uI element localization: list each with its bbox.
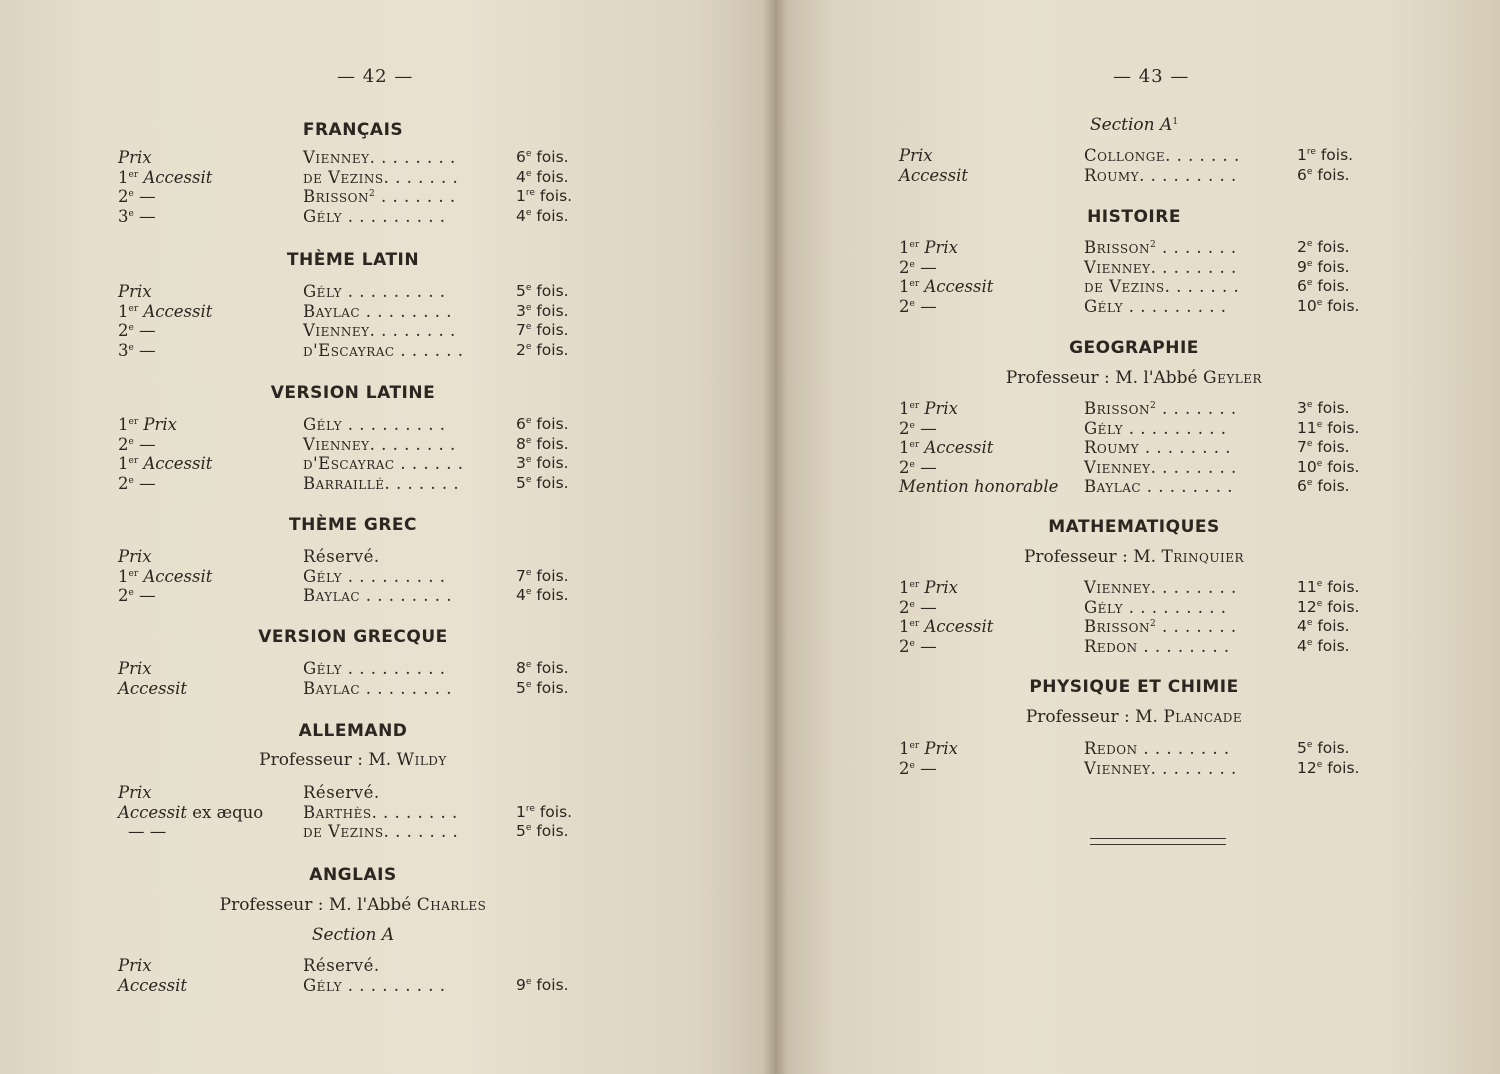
- times-cell: 4e fois.: [516, 167, 569, 186]
- heading-version-grecque: VERSION GRECQUE: [258, 627, 448, 647]
- rank-cell: 2e —: [899, 257, 937, 277]
- rank-cell: 2e —: [899, 457, 937, 477]
- rank-cell: 2e —: [118, 187, 156, 206]
- rank-cell: 1er Prix: [899, 739, 958, 758]
- name-cell: Vienney. . . . . . . .: [1084, 257, 1237, 277]
- times-cell: 1re fois.: [516, 187, 573, 205]
- rank-cell: Prix: [118, 783, 152, 802]
- heading-anglais: ANGLAIS: [309, 865, 397, 885]
- times-cell: 4e fois.: [1297, 617, 1350, 635]
- histoire-table: [899, 238, 1369, 316]
- table-row: [118, 302, 588, 322]
- rank-cell: 1er Accessit: [118, 301, 213, 321]
- times-cell: 3e fois.: [516, 454, 569, 472]
- rank-cell: 1er Prix: [118, 415, 177, 434]
- closing-double-rule: [1090, 838, 1226, 845]
- name-cell: Collonge. . . . . . .: [1084, 146, 1240, 165]
- times-cell: 5e fois.: [516, 678, 569, 697]
- name-cell: de Vezins. . . . . . .: [303, 822, 459, 841]
- table-row: [899, 759, 1369, 779]
- physique-chimie-table: [899, 739, 1369, 778]
- name-cell: de Vezins. . . . . . .: [303, 167, 459, 187]
- times-cell: 1re fois.: [1297, 146, 1354, 164]
- rank-cell: 2e —: [118, 586, 156, 605]
- rank-cell: 2e —: [899, 758, 937, 778]
- times-cell: 5e fois.: [1297, 739, 1350, 757]
- name-cell: Barraillé. . . . . . .: [303, 473, 460, 493]
- table-row: [899, 277, 1369, 297]
- name-cell: Barthès. . . . . . . .: [303, 802, 458, 822]
- rank-cell: Accessit: [118, 975, 188, 995]
- name-cell: Baylac . . . . . . . .: [1084, 477, 1233, 496]
- times-cell: 5e fois.: [516, 473, 569, 492]
- rank-cell: 2e —: [899, 597, 937, 617]
- name-cell: Gély . . . . . . . . .: [303, 415, 446, 434]
- rank-cell: 1er Prix: [899, 399, 958, 418]
- times-cell: 5e fois.: [516, 282, 569, 300]
- rank-cell: 3e —: [118, 340, 156, 360]
- right-page: [775, 0, 1500, 1074]
- times-cell: 10e fois.: [1297, 457, 1360, 476]
- page-number-42: — 42 —: [337, 66, 414, 87]
- table-row: [118, 803, 588, 823]
- rank-cell: — —: [128, 822, 167, 841]
- times-cell: 6e fois.: [1297, 477, 1350, 495]
- heading-theme-latin: THÈME LATIN: [286, 250, 420, 270]
- times-cell: 4e fois.: [516, 586, 569, 604]
- rank-cell: Accessit: [118, 678, 188, 698]
- page-number-43: — 43 —: [1113, 66, 1190, 87]
- times-cell: 3e fois.: [1297, 399, 1350, 417]
- section-a1-table: [899, 146, 1369, 185]
- times-cell: 6e fois.: [1297, 165, 1350, 184]
- francais-table: [118, 148, 588, 226]
- times-cell: 9e fois.: [516, 975, 569, 994]
- table-row: [899, 238, 1369, 258]
- name-cell: Gély . . . . . . . . .: [1084, 418, 1227, 438]
- geographie-table: [899, 399, 1369, 497]
- name-cell: Gély . . . . . . . . .: [303, 975, 446, 995]
- rank-cell: 1er Accessit: [118, 454, 213, 473]
- name-cell: Brisson$^2$ . . . . . . .: [1084, 399, 1237, 418]
- table-row: [899, 477, 1369, 497]
- times-cell: 8e fois.: [516, 659, 569, 677]
- rank-cell: Prix: [118, 956, 152, 975]
- table-row: [118, 679, 588, 699]
- times-cell: 12e fois.: [1297, 597, 1360, 616]
- times-cell: 6e fois.: [516, 415, 569, 433]
- rank-cell: 2e —: [118, 321, 156, 340]
- times-cell: 10e fois.: [1297, 296, 1360, 315]
- table-row: [899, 438, 1369, 458]
- rank-cell: Prix: [118, 282, 152, 301]
- table-row: [899, 297, 1369, 317]
- rank-cell: 1er Accessit: [899, 277, 994, 296]
- rank-cell: 2e —: [899, 636, 937, 656]
- rank-cell: Prix: [899, 146, 933, 165]
- allemand-table: [118, 783, 588, 842]
- heading-theme-grec: THÈME GREC: [288, 515, 418, 535]
- times-cell: 1re fois.: [516, 802, 573, 821]
- heading-histoire: HISTOIRE: [1087, 207, 1181, 227]
- mathematiques-table: [899, 578, 1369, 656]
- name-cell: Roumy. . . . . . . . .: [1084, 165, 1237, 185]
- name-cell: Vienney. . . . . . . .: [1084, 457, 1237, 477]
- table-row: [118, 148, 588, 168]
- table-row: [899, 146, 1369, 166]
- heading-physique-chimie: PHYSIQUE ET CHIMIE: [1029, 677, 1239, 697]
- heading-version-latine: VERSION LATINE: [270, 383, 436, 403]
- name-cell: Vienney. . . . . . . .: [303, 434, 456, 454]
- rank-cell: 1er Accessit: [899, 438, 994, 457]
- rank-cell: 2e —: [899, 296, 937, 316]
- anglais-table: [118, 956, 588, 995]
- name-cell: d'Escayrac . . . . . .: [303, 340, 464, 360]
- rank-cell: 2e —: [899, 418, 937, 438]
- professor-physique-chimie: Professeur : M. Plancade: [1025, 707, 1243, 727]
- table-row: [118, 415, 588, 435]
- table-row: [118, 956, 588, 976]
- professor-allemand: Professeur : M. Wildy: [259, 750, 447, 770]
- table-row: [899, 578, 1369, 598]
- table-row: [118, 822, 588, 842]
- name-cell: Gély . . . . . . . . .: [1084, 597, 1227, 617]
- rank-cell: 2e —: [118, 434, 156, 454]
- table-row: [899, 598, 1369, 618]
- times-cell: 11e fois.: [1297, 418, 1360, 437]
- times-cell: 11e fois.: [1297, 578, 1360, 596]
- name-cell: Brisson$^2$ . . . . . . .: [1084, 617, 1237, 636]
- table-row: [118, 567, 588, 587]
- table-row: [118, 435, 588, 455]
- rank-cell: 2e —: [118, 473, 156, 493]
- times-cell: 12e fois.: [1297, 758, 1360, 777]
- times-cell: 7e fois.: [516, 566, 569, 585]
- name-cell: Réservé.: [303, 783, 380, 802]
- name-cell: Redon . . . . . . . .: [1084, 739, 1230, 758]
- name-cell: Baylac . . . . . . . .: [303, 586, 452, 605]
- name-cell: Brisson$^2$ . . . . . . .: [1084, 238, 1237, 257]
- table-row: [899, 166, 1369, 186]
- name-cell: Gély . . . . . . . . .: [303, 566, 446, 586]
- times-cell: 8e fois.: [516, 434, 569, 453]
- rank-cell: 3e —: [118, 206, 156, 226]
- table-row: [899, 258, 1369, 278]
- name-cell: Réservé.: [303, 547, 380, 566]
- times-cell: 7e fois.: [1297, 438, 1350, 456]
- professor-mathematiques: Professeur : M. Trinquier: [1023, 547, 1245, 567]
- times-cell: 6e fois.: [516, 148, 569, 166]
- rank-cell: 1er Accessit: [899, 617, 994, 636]
- heading-mathematiques: MATHEMATIQUES: [1048, 517, 1220, 537]
- table-row: [118, 586, 588, 606]
- table-row: [118, 341, 588, 361]
- rank-cell: Accessit: [899, 165, 969, 185]
- table-row: [118, 168, 588, 188]
- section-a-label: Section A: [311, 925, 395, 945]
- rank-cell: Prix: [118, 148, 152, 167]
- name-cell: Vienney. . . . . . . .: [303, 321, 456, 340]
- table-row: [118, 207, 588, 227]
- name-cell: Gély . . . . . . . . .: [303, 206, 446, 226]
- table-row: [118, 187, 588, 207]
- name-cell: Réservé.: [303, 956, 380, 975]
- table-row: [899, 399, 1369, 419]
- theme-grec-table: [118, 547, 588, 606]
- times-cell: 4e fois.: [1297, 636, 1350, 655]
- version-grecque-table: [118, 659, 588, 698]
- table-row: [899, 458, 1369, 478]
- heading-geographie: GEOGRAPHIE: [1069, 338, 1199, 358]
- theme-latin-table: [118, 282, 588, 360]
- table-row: [118, 783, 588, 803]
- rank-cell: Prix: [118, 659, 152, 678]
- rank-cell: 1er Accessit: [118, 566, 213, 586]
- name-cell: Gély . . . . . . . . .: [303, 282, 446, 301]
- table-row: [118, 547, 588, 567]
- times-cell: 9e fois.: [1297, 257, 1350, 276]
- rank-cell: Prix: [118, 547, 152, 566]
- times-cell: 2e fois.: [1297, 238, 1350, 256]
- name-cell: Redon . . . . . . . .: [1084, 636, 1230, 656]
- rank-cell: 1er Prix: [899, 578, 958, 597]
- table-row: [899, 637, 1369, 657]
- rank-cell: Mention honorable: [899, 477, 1059, 496]
- heading-allemand: ALLEMAND: [298, 721, 408, 741]
- table-row: [899, 739, 1369, 759]
- version-latine-table: [118, 415, 588, 493]
- times-cell: 5e fois.: [516, 822, 569, 840]
- name-cell: Roumy . . . . . . . .: [1084, 438, 1232, 457]
- times-cell: 2e fois.: [516, 340, 569, 359]
- times-cell: 6e fois.: [1297, 277, 1350, 295]
- times-cell: 3e fois.: [516, 301, 569, 320]
- heading-francais: FRANÇAIS: [302, 120, 404, 140]
- times-cell: 7e fois.: [516, 321, 569, 339]
- name-cell: Baylac . . . . . . . .: [303, 678, 452, 698]
- table-row: [118, 321, 588, 341]
- name-cell: Vienney. . . . . . . .: [1084, 578, 1237, 597]
- name-cell: Vienney. . . . . . . .: [303, 148, 456, 167]
- professor-geographie: Professeur : M. l'Abbé Geyler: [1005, 368, 1263, 388]
- name-cell: Baylac . . . . . . . .: [303, 301, 452, 321]
- professor-anglais: Professeur : M. l'Abbé Charles: [219, 895, 487, 915]
- name-cell: d'Escayrac . . . . . .: [303, 454, 464, 473]
- name-cell: de Vezins. . . . . . .: [1084, 277, 1240, 296]
- section-a1-label: Section $A^1$: [1089, 115, 1179, 135]
- name-cell: Vienney. . . . . . . .: [1084, 758, 1237, 778]
- table-row: [118, 454, 588, 474]
- table-row: [118, 976, 588, 996]
- table-row: [118, 474, 588, 494]
- name-cell: Brisson$^2$ . . . . . . .: [303, 187, 456, 206]
- table-row: [899, 617, 1369, 637]
- name-cell: Gély . . . . . . . . .: [303, 659, 446, 678]
- table-row: [899, 419, 1369, 439]
- rank-cell: 1er Prix: [899, 238, 958, 257]
- name-cell: Gély . . . . . . . . .: [1084, 296, 1227, 316]
- table-row: [118, 282, 588, 302]
- rank-cell: 1er Accessit: [118, 167, 213, 187]
- rank-cell: Accessit ex æquo: [118, 802, 264, 822]
- times-cell: 4e fois.: [516, 206, 569, 225]
- table-row: [118, 659, 588, 679]
